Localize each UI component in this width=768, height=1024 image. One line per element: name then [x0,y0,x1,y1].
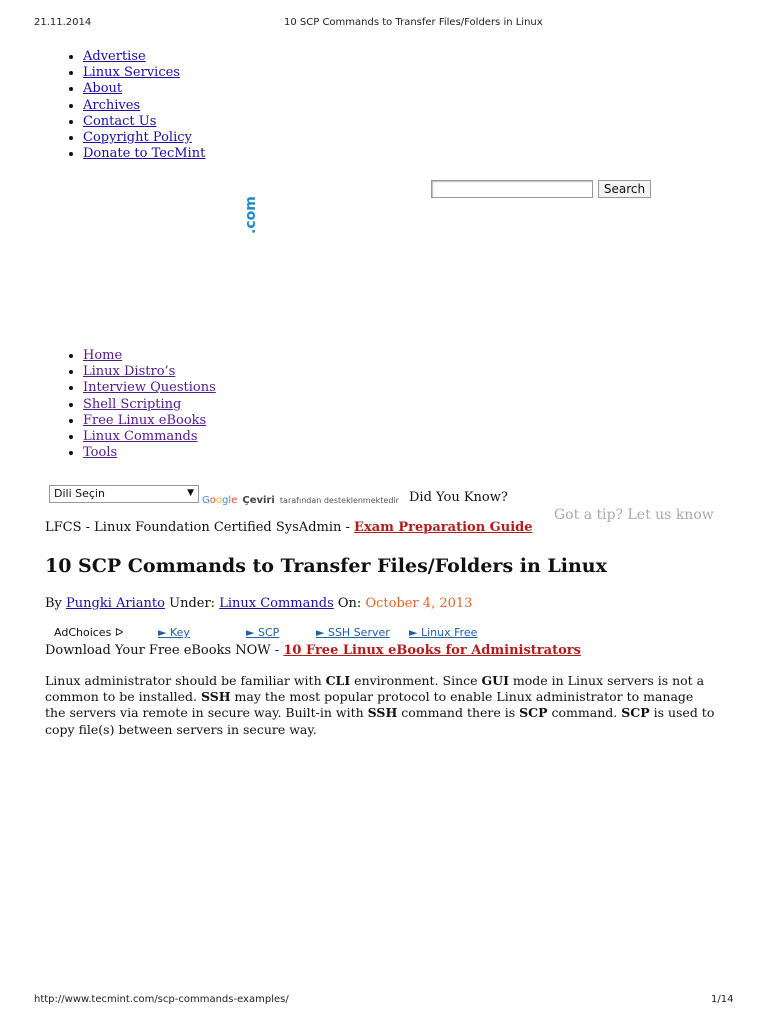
print-title: 10 SCP Commands to Transfer Files/Folders in Linux [284,17,543,28]
ad-link-scp[interactable]: ► SCP [246,626,280,639]
top-menu-donate-link[interactable]: Donate to TecMint [83,146,206,162]
article-byline [45,596,472,611]
translate-label: Çeviri [242,495,275,506]
bold-term: SCP [519,705,548,721]
search-input[interactable] [431,180,593,198]
lfcs-text: LFCS - Linux Foundation Certified SysAdmin - [45,520,355,535]
lfcs-promo [45,520,533,535]
main-menu-item [83,348,216,364]
search-button[interactable]: Search [598,180,651,198]
main-menu [83,348,216,461]
print-page-number: 1/14 [711,994,734,1005]
top-menu-about-link[interactable]: About [83,81,123,97]
top-menu-item [83,81,205,97]
did-you-know: Did You Know? [409,490,508,505]
paragraph-text: mode in Linux servers is not a common to be installed. [45,673,705,705]
bold-term: CLI [325,673,351,688]
chevron-down-icon: ▼ [187,488,194,498]
top-menu-archives-link[interactable]: Archives [83,97,141,113]
top-menu-item [83,49,205,65]
top-menu-copyright-link[interactable]: Copyright Policy [83,130,192,146]
print-date: 21.11.2014 [34,17,92,28]
top-menu-item [83,146,205,162]
tip-link[interactable]: Got a tip? Let us know [554,507,714,523]
print-url: http://www.tecmint.com/scp-commands-examples/ [34,994,289,1005]
google-logo[interactable]: Google [202,495,238,506]
top-menu [83,49,205,162]
category-link[interactable]: Linux Commands [219,596,334,611]
main-menu-ebooks-link[interactable]: Free Linux eBooks [83,412,207,428]
by-label: By [45,596,62,611]
google-translate-credit [202,488,399,507]
bold-term: SCP [621,705,650,721]
main-menu-distros-link[interactable]: Linux Distro’s [83,364,176,380]
paragraph-text: command. [547,705,622,721]
article-title: 10 SCP Commands to Transfer Files/Folders in Linux [45,555,607,577]
bold-term: SSH [367,705,398,721]
paragraph-text: may the most popular protocol to enable Linux administrator to manage the servers via remote in secure way. Built-in with [45,689,694,721]
adchoices-icon: ᐅ [114,626,124,639]
download-promo [45,643,581,658]
ad-link-ssh-server[interactable]: ► SSH Server [316,626,390,639]
paragraph-text: environment. Since [350,673,482,688]
top-menu-item [83,130,205,146]
adchoices-button[interactable]: AdChoices ᐅ [54,626,124,639]
main-menu-item [83,413,216,429]
ad-link-key[interactable]: ► Key [158,626,190,639]
author-link[interactable]: Pungki Arianto [66,596,165,611]
top-menu-advertise-link[interactable]: Advertise [83,49,146,64]
language-select-value: Dili Seçin [54,487,105,500]
top-menu-item [83,98,205,114]
ad-link-linux-free[interactable]: ► Linux Free [409,626,478,639]
main-menu-item [83,380,216,396]
main-menu-commands-link[interactable]: Linux Commands [83,429,198,445]
paragraph-text: Linux administrator should be familiar with [45,673,326,688]
site-logo[interactable]: .com [243,196,259,234]
under-label: Under: [169,596,216,611]
main-menu-interview-link[interactable]: Interview Questions [83,380,216,396]
exam-guide-link[interactable]: Exam Preparation Guide [354,520,533,535]
download-text: Download Your Free eBooks NOW - [45,643,284,658]
language-select[interactable] [49,485,199,503]
free-ebooks-link[interactable]: 10 Free Linux eBooks for Administrators [283,643,581,658]
on-label: On: [337,596,362,611]
paragraph-text: is used to copy file(s) between servers in secure way. [45,705,715,737]
main-menu-item [83,397,216,413]
main-menu-tools-link[interactable]: Tools [83,445,118,461]
bold-term: SSH [200,689,231,705]
article-intro-paragraph [45,673,715,738]
main-menu-item [83,364,216,380]
top-menu-item [83,65,205,81]
main-menu-item [83,445,216,461]
main-menu-home-link[interactable]: Home [83,348,123,363]
main-menu-item [83,429,216,445]
main-menu-shell-scripting-link[interactable]: Shell Scripting [83,396,182,412]
top-menu-contact-link[interactable]: Contact Us [83,113,157,129]
top-menu-linux-services-link[interactable]: Linux Services [83,65,180,81]
article-date: October 4, 2013 [365,596,473,611]
translate-powered-by: tarafından desteklenmektedir [279,496,399,505]
bold-term: GUI [481,673,509,688]
paragraph-text: command there is [397,705,520,721]
top-menu-item [83,114,205,130]
